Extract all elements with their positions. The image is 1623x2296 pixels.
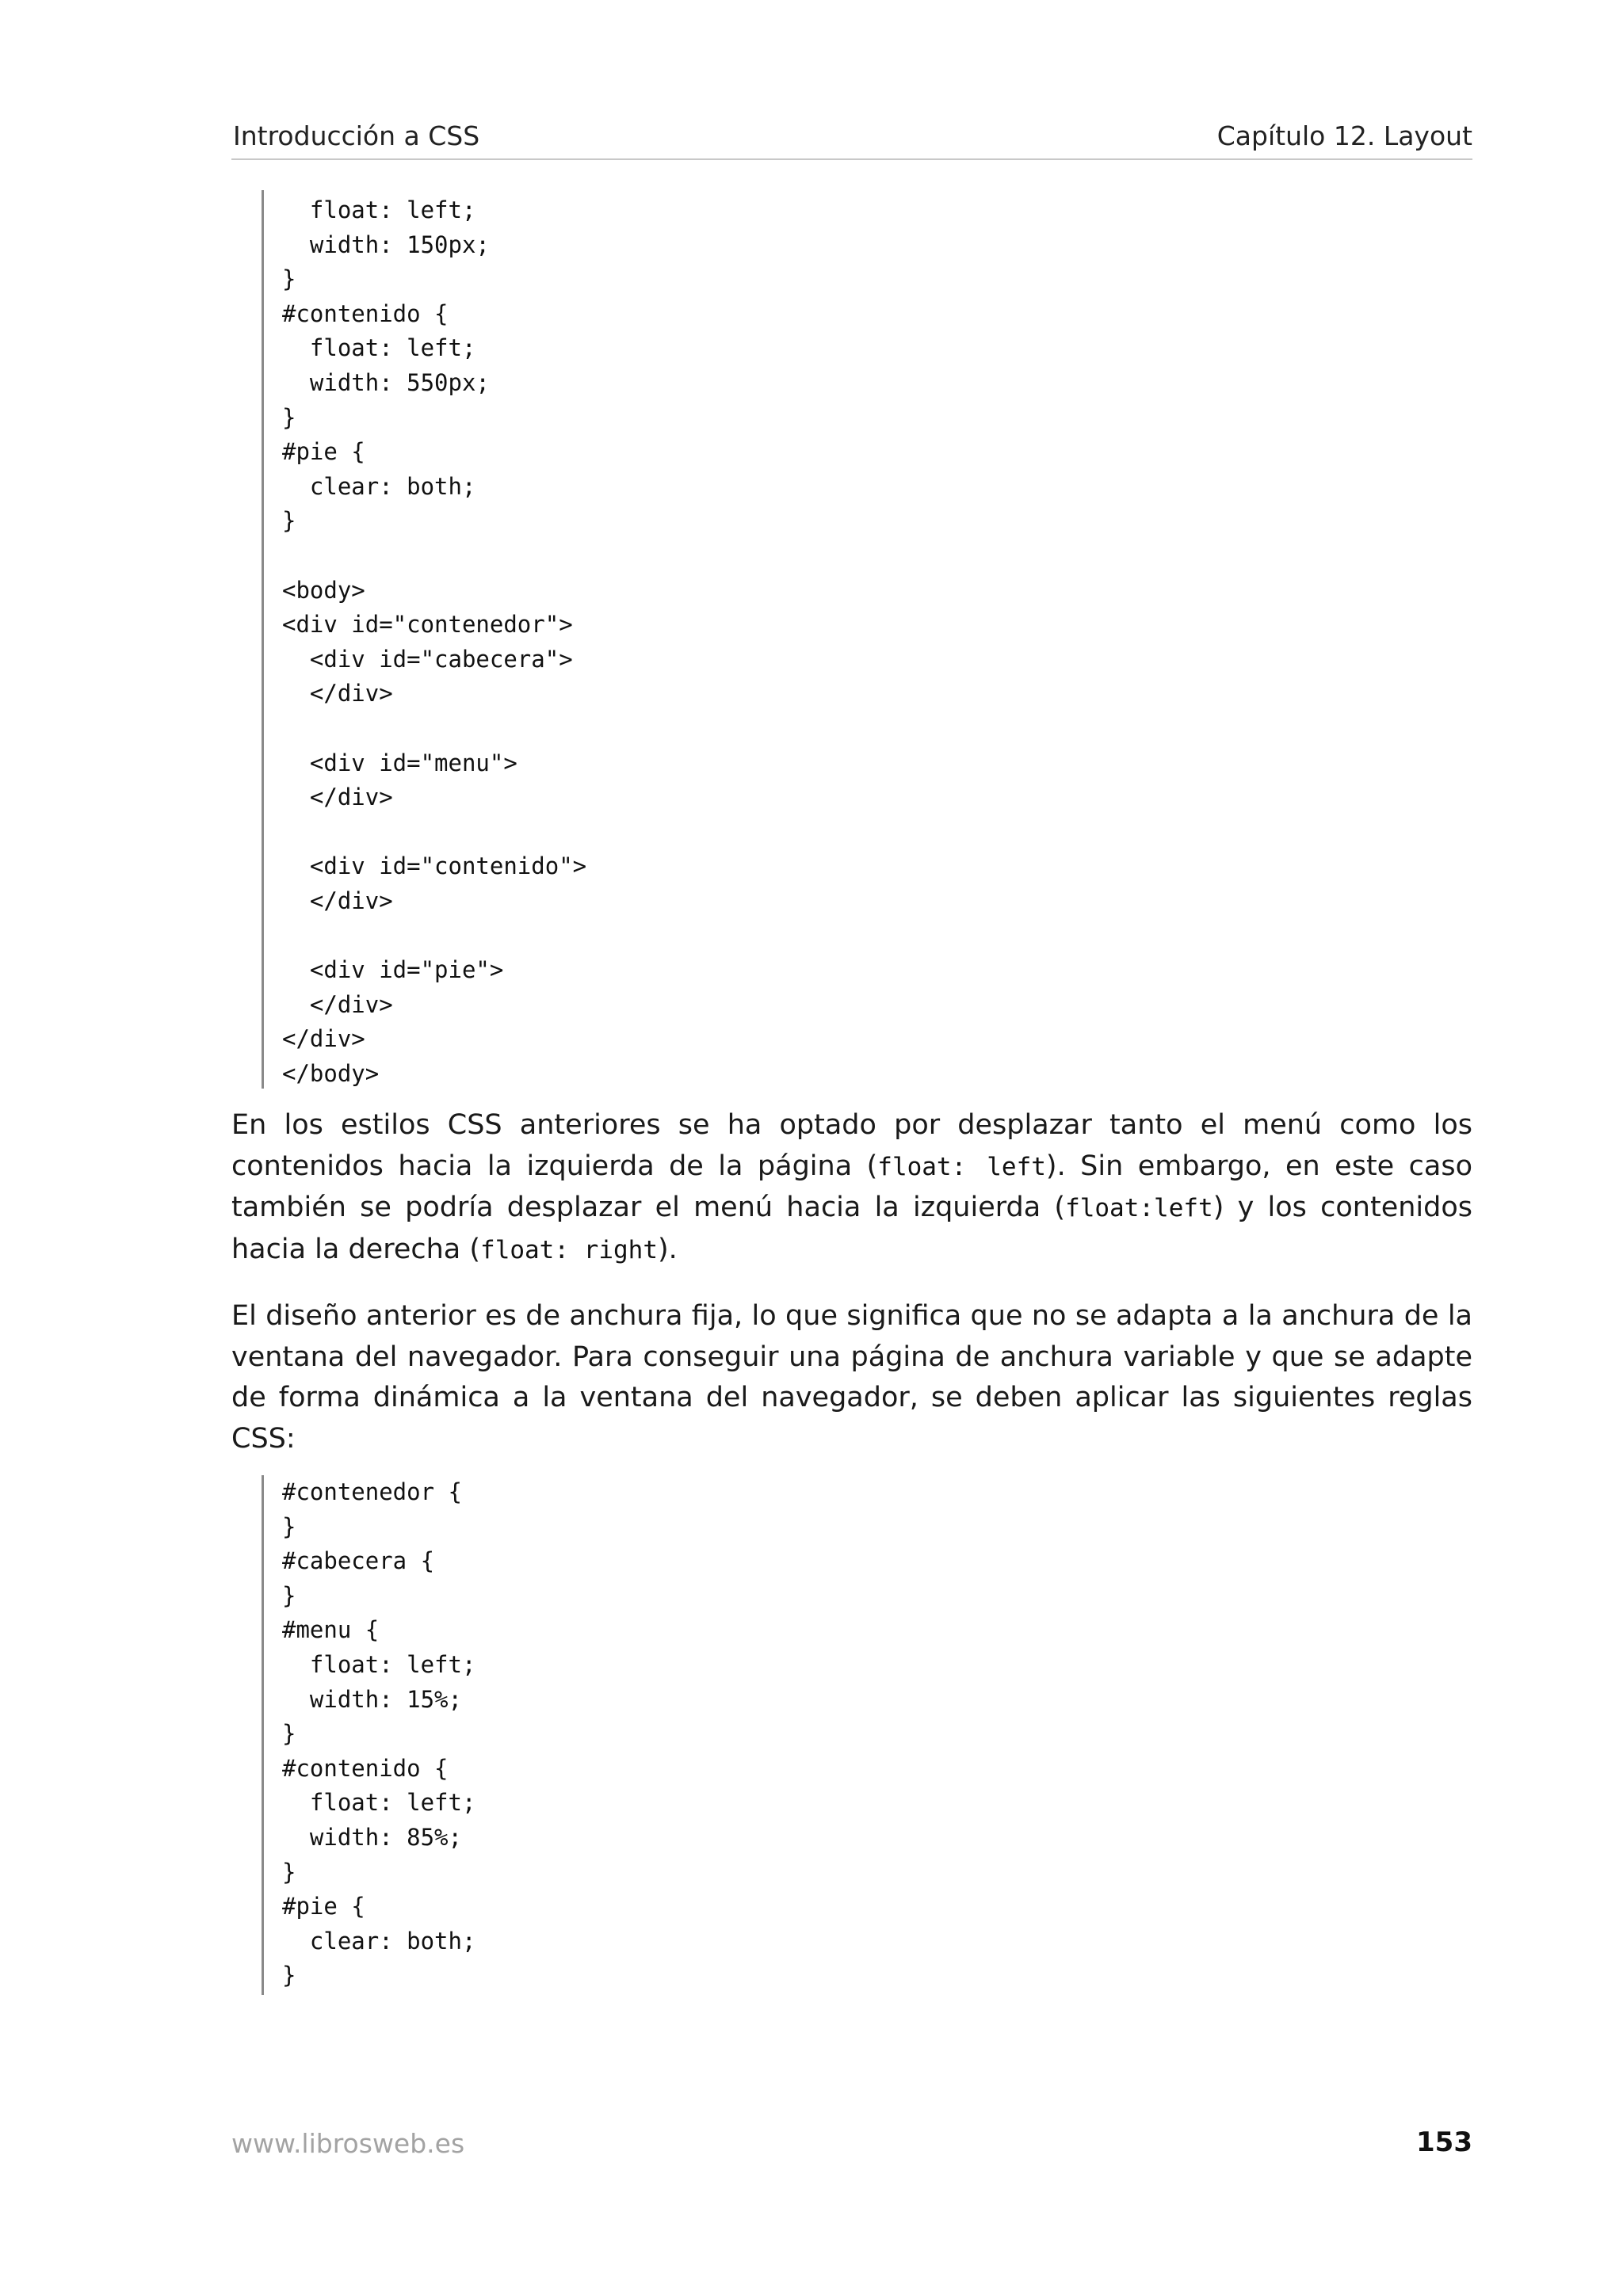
paragraph-1-text-4: ). — [658, 1233, 678, 1265]
paragraph-1-text-3: ) y los contenidos hacia la derecha ( — [231, 1192, 1473, 1265]
paragraph-float-explanation — [231, 1105, 1472, 1271]
footer-url: www.librosweb.es — [231, 2128, 465, 2159]
paragraph-1-text-2: ). Sin embargo, en este caso también se podría desplazar el menú hacia la izquierda ( — [231, 1150, 1473, 1223]
inline-code-float-right: float: right — [480, 1235, 658, 1264]
code-block-2 — [262, 1475, 475, 1995]
chapter-title: Capítulo 12. Layout — [1216, 120, 1472, 151]
code-block-2-text: #contenedor { } #cabecera { } #menu { float: left; width: 15%; } #contenido { float: left; width: 85%; } #pie { clear: both; } — [282, 1478, 476, 1989]
book-title: Introducción a CSS — [233, 120, 480, 151]
page-number: 153 — [1416, 2126, 1472, 2158]
paragraph-1-text-1: En los estilos CSS anteriores se ha optado por desplazar tanto el menú como los contenidos hacia la izquierda de la página ( — [231, 1109, 1472, 1182]
code-block-1 — [262, 190, 586, 1089]
inline-code-float-left: float: left — [877, 1152, 1046, 1181]
paragraph-fixed-width: El diseño anterior es de anchura fija, lo que significa que no se adapta a la anchura de la ventana del navegador. Para conseguir una página de anchura variable y que se adapte de forma dinámica a la ventana del navegador, se deben aplicar las siguientes reglas CSS: — [231, 1300, 1472, 1455]
page-header — [231, 117, 1472, 160]
inline-code-float-left-compact: float:left — [1065, 1194, 1213, 1222]
code-block-1-text: float: left; width: 150px; } #contenido { float: left; width: 550px; } #pie { clear: both; } <body> <div id="contenedor"> <div id="cabecera"> </div> <div id="menu"> </div> <div id="contenido"> </div> <div id="pie"> </div> </div> </body> — [282, 196, 587, 1087]
